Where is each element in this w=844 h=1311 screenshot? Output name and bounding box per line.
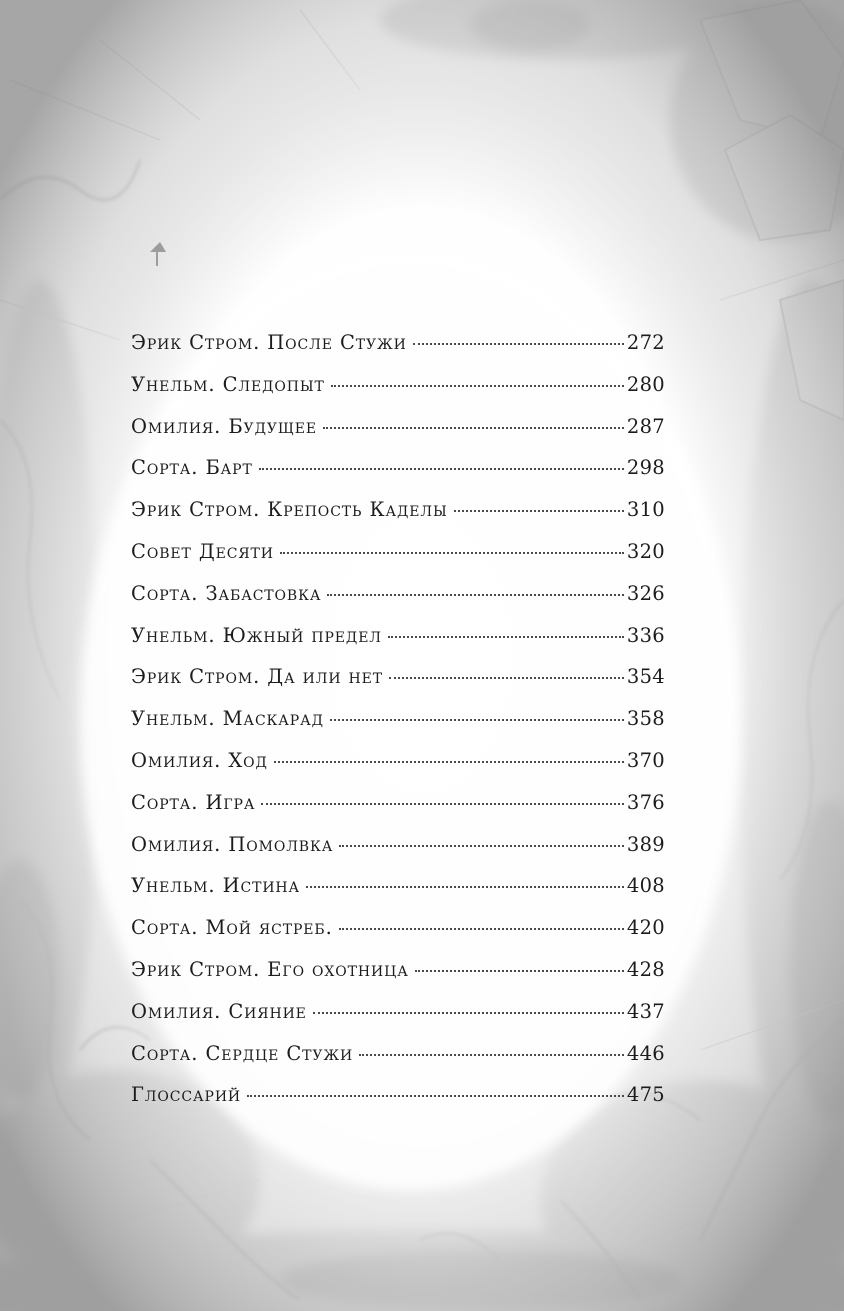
dot-leader: [415, 970, 624, 972]
toc-entry: [131, 791, 665, 833]
toc-entry-title: Сорта. Мой ястреб.: [131, 916, 333, 940]
toc-entry-page-number: 437: [626, 999, 665, 1023]
toc-entry: [131, 707, 665, 749]
toc-entry-title: Глоссарий: [131, 1083, 242, 1107]
dot-leader: [454, 510, 624, 512]
dot-leader: [331, 385, 624, 387]
toc-entry-title: Омилия. Ход: [131, 748, 268, 772]
toc-entry: [131, 874, 665, 916]
toc-entry-title: Эрик Стром. Его охотница: [131, 957, 409, 981]
toc-entry-page-number: 475: [626, 1083, 665, 1107]
dot-leader: [306, 886, 624, 888]
toc-entry-page-number: 320: [626, 539, 665, 563]
dot-leader: [327, 594, 624, 596]
dot-leader: [313, 1012, 624, 1014]
dot-leader: [413, 343, 624, 345]
dot-leader: [388, 636, 624, 638]
toc-entry-title: Сорта. Игра: [131, 790, 256, 814]
dot-leader: [274, 761, 624, 763]
toc-entry-page-number: 280: [626, 372, 665, 396]
dot-leader: [339, 928, 624, 930]
toc-entry: [131, 373, 665, 415]
dot-leader: [323, 427, 624, 429]
toc-entry: [131, 582, 665, 624]
toc-entry-title: Сорта. Забастовка: [131, 581, 322, 605]
toc-entry-title: Унельм. Южный предел: [131, 623, 382, 647]
toc-entry-page-number: 428: [626, 957, 665, 981]
toc-entry-page-number: 354: [626, 665, 665, 689]
dot-leader: [339, 845, 624, 847]
toc-entry-page-number: 446: [626, 1041, 665, 1065]
dot-leader: [389, 677, 624, 679]
toc-entry-title: Совет Десяти: [131, 539, 274, 563]
toc-entry-page-number: 298: [626, 456, 665, 480]
toc-entry: [131, 1042, 665, 1084]
toc-entry-page-number: 408: [626, 874, 665, 898]
toc-entry-title: Эрик Стром. Да или нет: [131, 665, 383, 689]
toc-entry: [131, 958, 665, 1000]
toc-entry-page-number: 420: [626, 916, 665, 940]
toc-entry-title: Унельм. Истина: [131, 874, 301, 898]
toc-entry-title: Унельм. Следопыт: [131, 372, 325, 396]
toc-entry: [131, 1000, 665, 1042]
toc-entry: [131, 916, 665, 958]
toc-entry-page-number: 376: [626, 790, 665, 814]
toc-entry: [131, 331, 665, 373]
toc-entry: [131, 415, 665, 457]
toc-entry-page-number: 310: [626, 498, 665, 522]
toc-entry-page-number: 370: [626, 748, 665, 772]
toc-entry-title: Омилия. Сияние: [131, 999, 307, 1023]
dot-leader: [359, 1054, 624, 1056]
toc-entry-title: Эрик Стром. Крепость Каделы: [131, 498, 448, 522]
toc-entry-title: Сорта. Барт: [131, 456, 253, 480]
dot-leader: [261, 803, 624, 805]
toc-entry: [131, 540, 665, 582]
toc-entry-page-number: 336: [626, 623, 665, 647]
toc-entry-title: Омилия. Будущее: [131, 414, 317, 438]
toc-entry: [131, 833, 665, 875]
toc-entry: [131, 498, 665, 540]
dot-leader: [280, 552, 624, 554]
toc-entry: [131, 749, 665, 791]
toc-entry-title: Унельм. Маскарад: [131, 707, 324, 731]
toc-entry-page-number: 287: [626, 414, 665, 438]
dot-leader: [330, 719, 624, 721]
toc-entry-title: Омилия. Помолвка: [131, 832, 334, 856]
toc-entry-page-number: 389: [626, 832, 665, 856]
toc-entry-page-number: 358: [626, 707, 665, 731]
toc-entry-title: Сорта. Сердце Стужи: [131, 1041, 354, 1065]
toc-entry: [131, 624, 665, 666]
toc-entry: [131, 456, 665, 498]
toc-entry-page-number: 326: [626, 581, 665, 605]
dot-leader: [259, 468, 624, 470]
toc-entry-title: Эрик Стром. После Стужи: [131, 331, 407, 354]
toc-entry: [131, 1083, 665, 1125]
table-of-contents: [131, 331, 665, 1125]
toc-entry-page-number: 272: [626, 331, 665, 354]
dot-leader: [247, 1095, 624, 1097]
toc-entry: [131, 665, 665, 707]
